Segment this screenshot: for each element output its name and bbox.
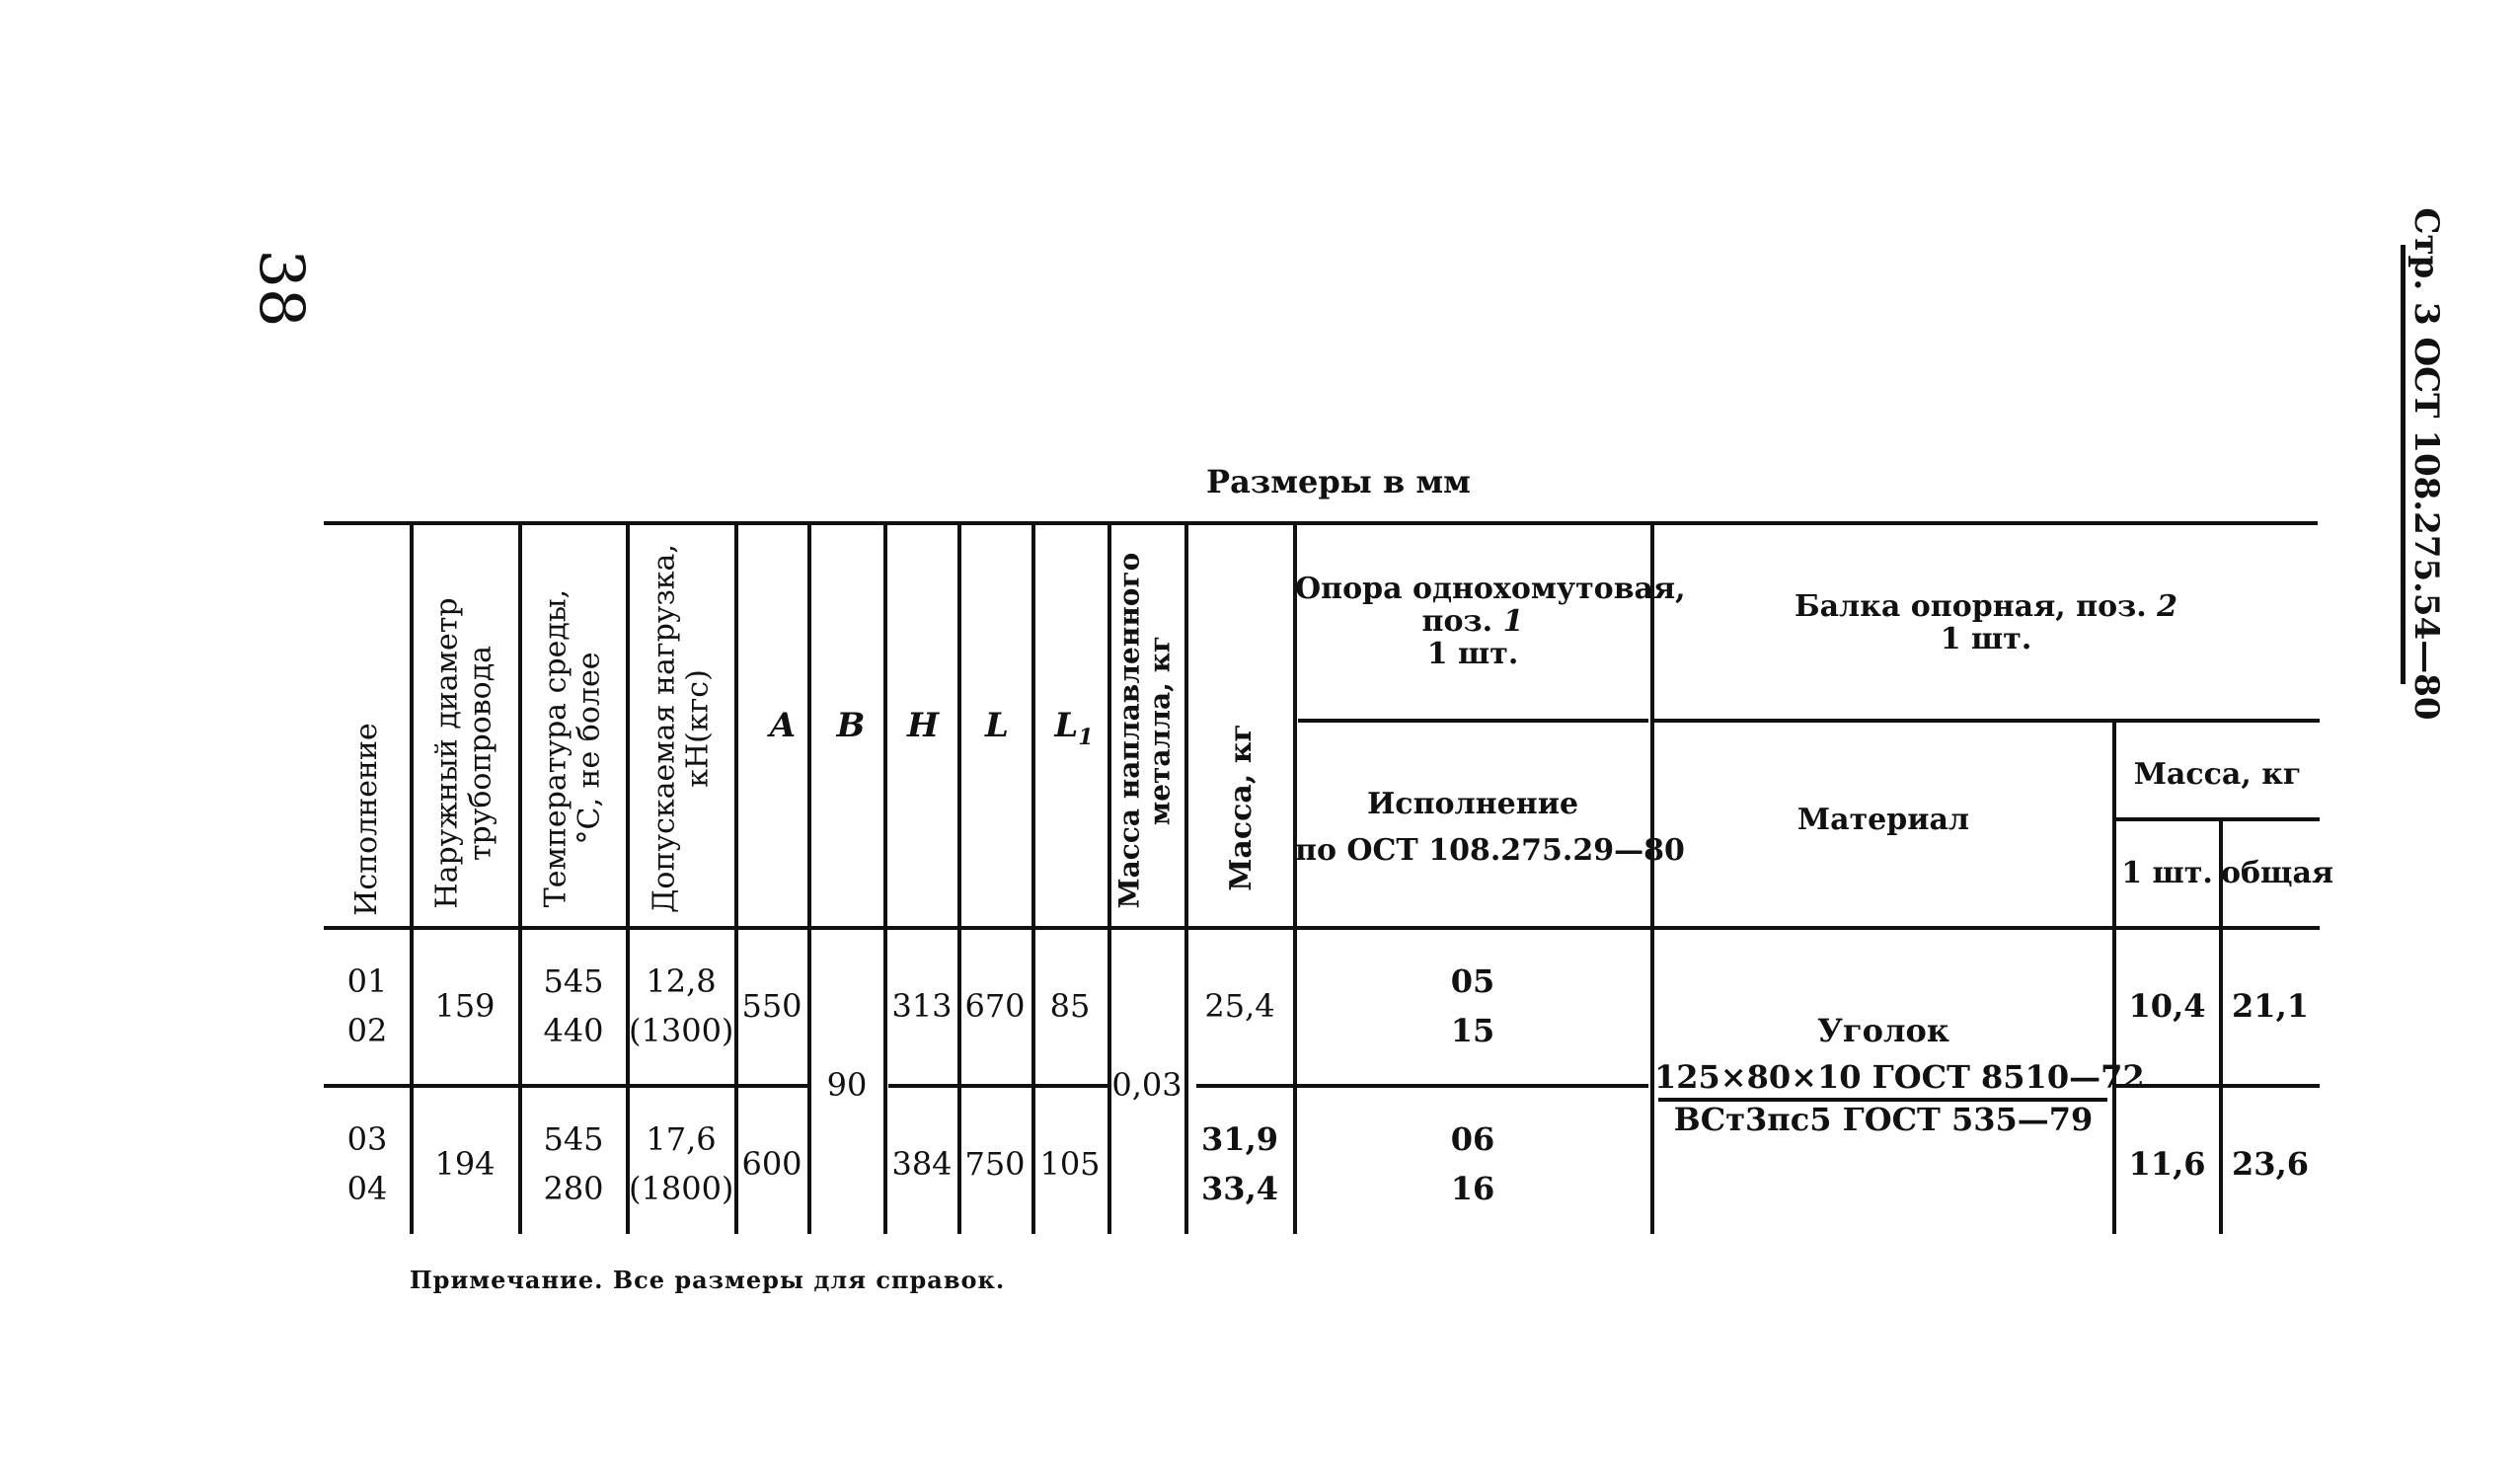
cell-temp-02: 440 — [543, 1012, 604, 1049]
col-rule-4 — [734, 521, 738, 1234]
header-opora-pos-number: 1 — [1502, 604, 1524, 639]
header-split-rule-opora — [1298, 719, 1648, 723]
cell-mass-total-g2: 23,6 — [2232, 1145, 2309, 1183]
header-temperature-line-2: °С, не более — [572, 652, 606, 845]
header-opora-line-2 — [1295, 605, 1650, 638]
cell-l-g2: 750 — [964, 1145, 1026, 1183]
cell-ost-16: 16 — [1450, 1170, 1495, 1207]
cell-isp-01: 01 — [346, 962, 388, 1000]
header-bottom-rule — [324, 926, 2320, 930]
cell-h-g1: 313 — [891, 987, 953, 1025]
cell-ost-06: 06 — [1450, 1120, 1495, 1158]
cell-temp-04: 280 — [543, 1170, 604, 1207]
header-massa-kg: Масса, кг — [2133, 757, 2302, 792]
header-weld-metal-mass — [1114, 553, 1177, 909]
header-l1 — [1044, 706, 1104, 750]
header-isp-ost-line-1: Исполнение — [1366, 787, 1579, 821]
header-outer-diameter — [430, 597, 496, 908]
header-one-piece: 1 шт. — [2121, 856, 2213, 890]
header-allowable-load — [648, 544, 714, 913]
header-balka-line-2: 1 шт. — [1940, 622, 2032, 656]
header-a: A — [769, 706, 797, 745]
header-balka-group — [1654, 590, 2318, 655]
header-temperature-line-1: Температура среды, — [538, 588, 573, 908]
header-ispolnenie: Исполнение — [349, 723, 385, 916]
col-rule-1 — [410, 521, 414, 1234]
row-split-rule-right — [2115, 1084, 2320, 1088]
header-opora-pos-label: поз. — [1421, 604, 1503, 639]
col-rule-7 — [957, 521, 961, 1234]
cell-load-kgs-g1: (1300) — [629, 1012, 734, 1049]
cell-mass-03: 31,9 — [1201, 1120, 1278, 1158]
header-allowable-load-line-1: Допускаемая нагрузка, — [647, 544, 682, 913]
header-weld-metal-mass-line-2: металла, кг — [1144, 635, 1177, 826]
header-balka-pos-label: Балка опорная, поз. — [1794, 589, 2158, 624]
header-split-rule-balka — [1653, 719, 2320, 723]
cell-diam-g2: 194 — [434, 1145, 496, 1183]
header-outer-diameter-line-1: Наружный диаметр — [429, 597, 465, 909]
cell-material-line-2: 125×80×10 ГОСТ 8510—72 — [1654, 1058, 2145, 1096]
header-temperature — [539, 589, 605, 907]
header-opora-line-3: 1 шт. — [1426, 637, 1519, 671]
cell-h-g2: 384 — [891, 1145, 953, 1183]
cell-a-g2: 600 — [741, 1145, 802, 1183]
header-h: H — [906, 706, 940, 745]
cell-mass-g1: 25,4 — [1204, 987, 1275, 1025]
header-split-rule-mass — [2115, 817, 2320, 821]
cell-l1-g2: 105 — [1039, 1145, 1101, 1183]
header-isp-ost-line-2: по ОСТ 108.275.29—80 — [1295, 832, 1685, 868]
header-total: общая — [2221, 856, 2334, 890]
cell-temp-01: 545 — [543, 962, 604, 1000]
cell-mass-total-g1: 21,1 — [2232, 987, 2309, 1025]
header-material: Материал — [1796, 803, 1970, 837]
header-l1-main: L — [1054, 706, 1079, 745]
col-rule-5 — [807, 521, 811, 1234]
header-outer-diameter-line-2: трубопровода — [463, 645, 497, 862]
page-number: 38 — [246, 249, 318, 328]
table-note: Примечание. Все размеры для справок. — [410, 1266, 1006, 1294]
header-allowable-load-line-2: кН(кгс) — [680, 669, 715, 788]
cell-load-g2: 17,6 — [646, 1120, 717, 1158]
cell-load-g1: 12,8 — [646, 962, 717, 1000]
row-split-rule-h — [888, 1084, 1110, 1088]
header-isp-ost — [1295, 782, 1685, 874]
header-mass: Масса, кг — [1224, 724, 1260, 891]
cell-isp-04: 04 — [346, 1170, 388, 1207]
cell-mass-pc-g2: 11,6 — [2128, 1145, 2206, 1183]
cell-diam-g1: 159 — [434, 987, 496, 1025]
header-weld-metal-mass-line-1: Масса наплавленного — [1112, 552, 1146, 909]
header-opora-line-1: Опора однохомутовая, — [1295, 572, 1686, 606]
col-rule-9 — [1107, 521, 1111, 1234]
cell-mass-04: 33,4 — [1201, 1170, 1278, 1207]
units-caption: Размеры в мм — [1206, 463, 1471, 500]
cell-mass-pc-g1: 10,4 — [2128, 987, 2206, 1025]
cell-l1-g1: 85 — [1049, 987, 1091, 1025]
cell-l-g1: 670 — [964, 987, 1026, 1025]
header-balka-pos-number: 2 — [2157, 589, 2178, 624]
header-opora-group — [1295, 572, 1686, 671]
header-balka-line-1 — [1654, 590, 2318, 623]
side-header-rule — [2401, 245, 2405, 684]
cell-weld-shared: 0,03 — [1111, 1066, 1183, 1104]
cell-load-kgs-g2: (1800) — [629, 1170, 734, 1207]
cell-temp-03: 545 — [543, 1120, 604, 1158]
col-rule-8 — [1031, 521, 1035, 1234]
col-rule-6 — [883, 521, 887, 1234]
cell-material-line-1: Уголок — [1817, 1012, 1949, 1049]
cell-ost-05: 05 — [1450, 962, 1495, 1000]
cell-isp-03: 03 — [346, 1120, 388, 1158]
cell-material-line-3: ВСт3пс5 ГОСТ 535—79 — [1673, 1101, 2094, 1138]
cell-ost-15: 15 — [1450, 1012, 1495, 1049]
row-split-rule-mass — [1196, 1084, 1648, 1088]
header-l1-sub: 1 — [1078, 724, 1094, 750]
header-b: B — [836, 706, 866, 745]
side-header-designation: Стр. 3 ОСТ 108.275.54—80 — [2406, 207, 2446, 721]
table-top-rule — [324, 521, 2318, 525]
cell-b-shared: 90 — [826, 1066, 868, 1104]
cell-isp-02: 02 — [346, 1012, 388, 1049]
cell-a-g1: 550 — [741, 987, 802, 1025]
header-l: L — [985, 706, 1009, 745]
